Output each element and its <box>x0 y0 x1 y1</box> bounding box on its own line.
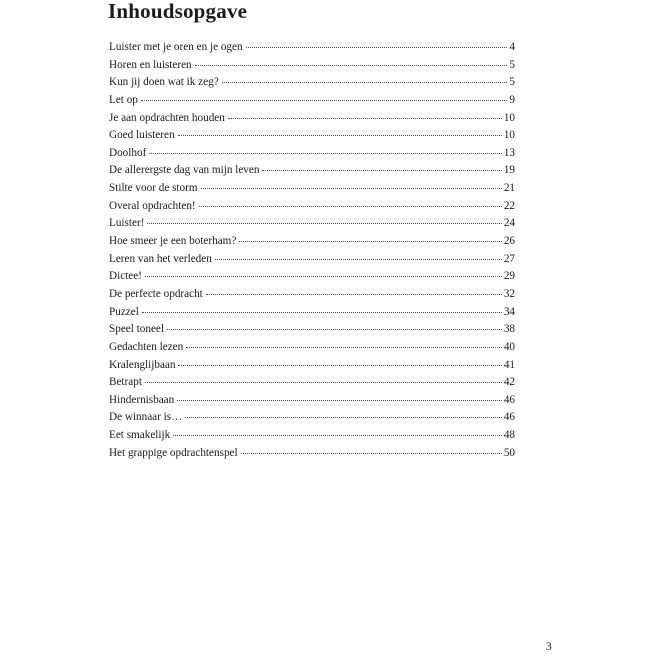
toc-entry-page: 50 <box>503 446 515 459</box>
toc-entry-page: 4 <box>509 41 515 53</box>
toc-entry-page: 10 <box>503 111 515 124</box>
toc-entry-page: 40 <box>503 340 515 353</box>
toc-entry-title: De winnaar is… <box>109 411 183 424</box>
toc-entry <box>109 304 515 322</box>
toc-entry-title: De allerergste dag van mijn leven <box>109 164 260 177</box>
toc-entry-page: 21 <box>503 182 515 195</box>
toc-entry-title: Goed luisteren <box>109 129 175 142</box>
toc-entry-page: 22 <box>503 199 515 212</box>
toc-entry-page: 32 <box>503 287 515 300</box>
toc-entry-title: Doolhof <box>109 146 147 159</box>
toc-entry <box>109 286 515 304</box>
dot-leader <box>215 258 502 260</box>
dot-leader <box>199 205 502 207</box>
dot-leader <box>178 364 501 366</box>
toc-entry <box>109 321 515 339</box>
toc-entry-title: Hindernisbaan <box>109 393 175 406</box>
dot-leader <box>145 381 502 383</box>
dot-leader <box>142 311 502 313</box>
toc-entry-title: De perfecte opdracht <box>109 287 203 300</box>
dot-leader <box>195 64 508 66</box>
dot-leader <box>167 328 502 330</box>
toc-entry-page: 38 <box>503 323 515 336</box>
dot-leader <box>178 134 502 136</box>
toc-entry-page: 46 <box>503 411 515 424</box>
toc-entry <box>109 180 515 198</box>
toc-entry <box>109 145 515 163</box>
toc-entry-title: Puzzel <box>109 305 139 318</box>
toc-entry-title: Horen en luisteren <box>109 58 192 71</box>
toc-entry-title: Kralenglijbaan <box>109 358 176 371</box>
toc-entry-page: 29 <box>503 270 515 283</box>
toc-entry <box>109 392 515 410</box>
dot-leader <box>145 275 502 277</box>
toc-entry-title: Luister! <box>109 217 145 230</box>
dot-leader <box>186 346 502 348</box>
dot-leader <box>239 240 501 242</box>
dot-leader <box>262 169 501 171</box>
toc-entry <box>109 233 515 251</box>
toc-entry-title: Hoe smeer je een boterham? <box>109 235 237 248</box>
dot-leader <box>222 81 508 83</box>
toc-entry <box>109 251 515 269</box>
toc-entry-title: Je aan opdrachten houden <box>109 111 225 124</box>
toc-entry-page: 9 <box>509 93 515 106</box>
toc-entry-page: 42 <box>503 376 515 389</box>
toc-entry-page: 5 <box>509 76 515 89</box>
toc-entry <box>109 162 515 180</box>
toc-entry <box>109 215 515 233</box>
dot-leader <box>173 434 502 436</box>
toc-entry-title: Betrapt <box>109 376 142 389</box>
toc-entry-title: Let op <box>109 93 138 106</box>
toc-entry <box>109 445 515 463</box>
toc-entry <box>109 427 515 445</box>
toc-entry-title: Speel toneel <box>109 323 164 336</box>
toc-entry-title: Overal opdrachten! <box>109 199 196 212</box>
page-title: Inhoudsopgave <box>108 0 248 23</box>
toc-entry-page: 24 <box>503 217 515 230</box>
table-of-contents <box>109 39 515 462</box>
toc-entry-page: 27 <box>503 252 515 265</box>
toc-entry <box>109 374 515 392</box>
toc-entry <box>109 74 515 92</box>
toc-entry-page: 26 <box>503 235 515 248</box>
toc-entry <box>109 339 515 357</box>
toc-entry <box>109 39 515 57</box>
toc-entry <box>109 198 515 216</box>
toc-entry-page: 13 <box>503 146 515 159</box>
page-number: 3 <box>546 641 552 653</box>
dot-leader <box>149 152 502 154</box>
dot-leader <box>141 99 508 101</box>
toc-entry <box>109 268 515 286</box>
toc-entry-title: Leren van het verleden <box>109 252 212 265</box>
dot-leader <box>246 46 508 48</box>
dot-leader <box>185 416 501 418</box>
dot-leader <box>228 117 502 119</box>
dot-leader <box>147 222 501 224</box>
toc-entry-title: Stilte voor de storm <box>109 182 198 195</box>
toc-entry-title: Gedachten lezen <box>109 340 184 353</box>
dot-leader <box>177 399 502 401</box>
toc-entry-title: Eet smakelijk <box>109 429 171 442</box>
toc-entry-title: Het grappige opdrachtenspel <box>109 446 238 459</box>
toc-entry-title: Kun jij doen wat ik zeg? <box>109 76 219 89</box>
toc-entry-page: 5 <box>509 58 515 71</box>
toc-entry <box>109 57 515 75</box>
toc-entry-page: 41 <box>503 358 515 371</box>
toc-entry-title: Dictee! <box>109 270 142 283</box>
toc-entry-page: 48 <box>503 429 515 442</box>
dot-leader <box>241 452 502 454</box>
toc-entry <box>109 357 515 375</box>
toc-entry <box>109 409 515 427</box>
toc-entry-page: 46 <box>503 393 515 406</box>
toc-entry <box>109 92 515 110</box>
toc-entry <box>109 110 515 128</box>
toc-entry <box>109 127 515 145</box>
dot-leader <box>201 187 502 189</box>
toc-entry-title: Luister met je oren en je ogen <box>109 41 243 53</box>
toc-entry-page: 34 <box>503 305 515 318</box>
toc-entry-page: 10 <box>503 129 515 142</box>
toc-entry-page: 19 <box>503 164 515 177</box>
dot-leader <box>206 293 502 295</box>
